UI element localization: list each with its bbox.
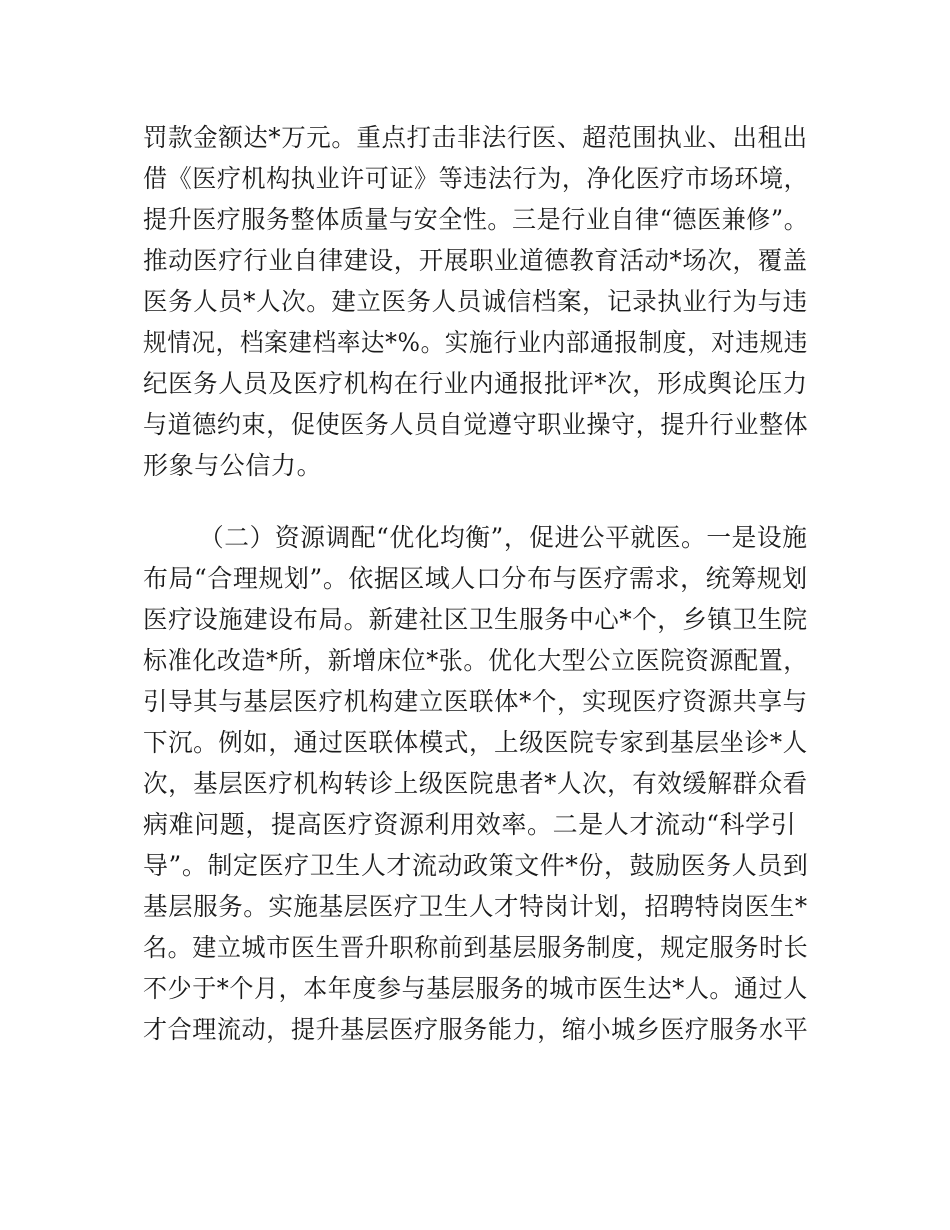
- paragraph-2-line-12: 不少于*个月，本年度参与基层服务的城市医生达*人。通过人: [143, 974, 808, 1003]
- paragraph-2-line-10: 基层服务。实施基层医疗卫生人才特岗计划，招聘特岗医生*: [143, 892, 808, 921]
- paragraph-1-line-4: 推动医疗行业自律建设，开展职业道德教育活动*场次，覆盖: [143, 246, 808, 275]
- paragraph-2-line-4: 标准化改造*所，新增床位*张。优化大型公立医院资源配置，: [143, 646, 808, 675]
- paragraph-2-line-3: 医疗设施建设布局。新建社区卫生服务中心*个，乡镇卫生院: [143, 605, 808, 634]
- paragraph-1-line-5: 医务人员*人次。建立医务人员诚信档案，记录执业行为与违: [143, 287, 808, 316]
- paragraph-1-line-8: 与道德约束，促使医务人员自觉遵守职业操守，提升行业整体: [143, 410, 809, 439]
- paragraph-2-line-5: 引导其与基层医疗机构建立医联体*个，实现医疗资源共享与: [143, 687, 808, 716]
- paragraph-1-line-1: 罚款金额达*万元。重点打击非法行医、超范围执业、出租出: [143, 123, 808, 152]
- paragraph-1-line-2: 借《医疗机构执业许可证》等违法行为，净化医疗市场环境，: [143, 164, 809, 193]
- paragraph-2-line-11: 名。建立城市医生晋升职称前到基层服务制度，规定服务时长: [143, 933, 809, 962]
- paragraph-1-line-7: 纪医务人员及医疗机构在行业内通报批评*次，形成舆论压力: [143, 369, 808, 398]
- paragraph-1-line-6: 规情况，档案建档率达*%。实施行业内部通报制度，对违规违: [143, 328, 809, 357]
- paragraph-2-line-9: 导”。制定医疗卫生人才流动政策文件*份，鼓励医务人员到: [143, 851, 809, 880]
- paragraph-2-line-7: 次，基层医疗机构转诊上级医院患者*人次，有效缓解群众看: [143, 769, 808, 798]
- paragraph-2-line-6: 下沉。例如，通过医联体模式，上级医院专家到基层坐诊*人: [143, 728, 808, 757]
- paragraph-2-line-8: 病难问题，提高医疗资源利用效率。二是人才流动“科学引: [143, 810, 797, 839]
- paragraph-2-line-13: 才合理流动，提升基层医疗服务能力，缩小城乡医疗服务水平: [143, 1015, 809, 1044]
- paragraph-1-line-9: 形象与公信力。: [143, 451, 323, 480]
- paragraph-2-line-2: 布局“合理规划”。依据区域人口分布与医疗需求，统筹规划: [143, 564, 808, 593]
- paragraph-2-line-1: （二）资源调配“优化均衡”，促进公平就医。一是设施: [199, 523, 808, 552]
- paragraph-1-line-3: 提升医疗服务整体质量与安全性。三是行业自律“德医兼修”。: [143, 205, 809, 234]
